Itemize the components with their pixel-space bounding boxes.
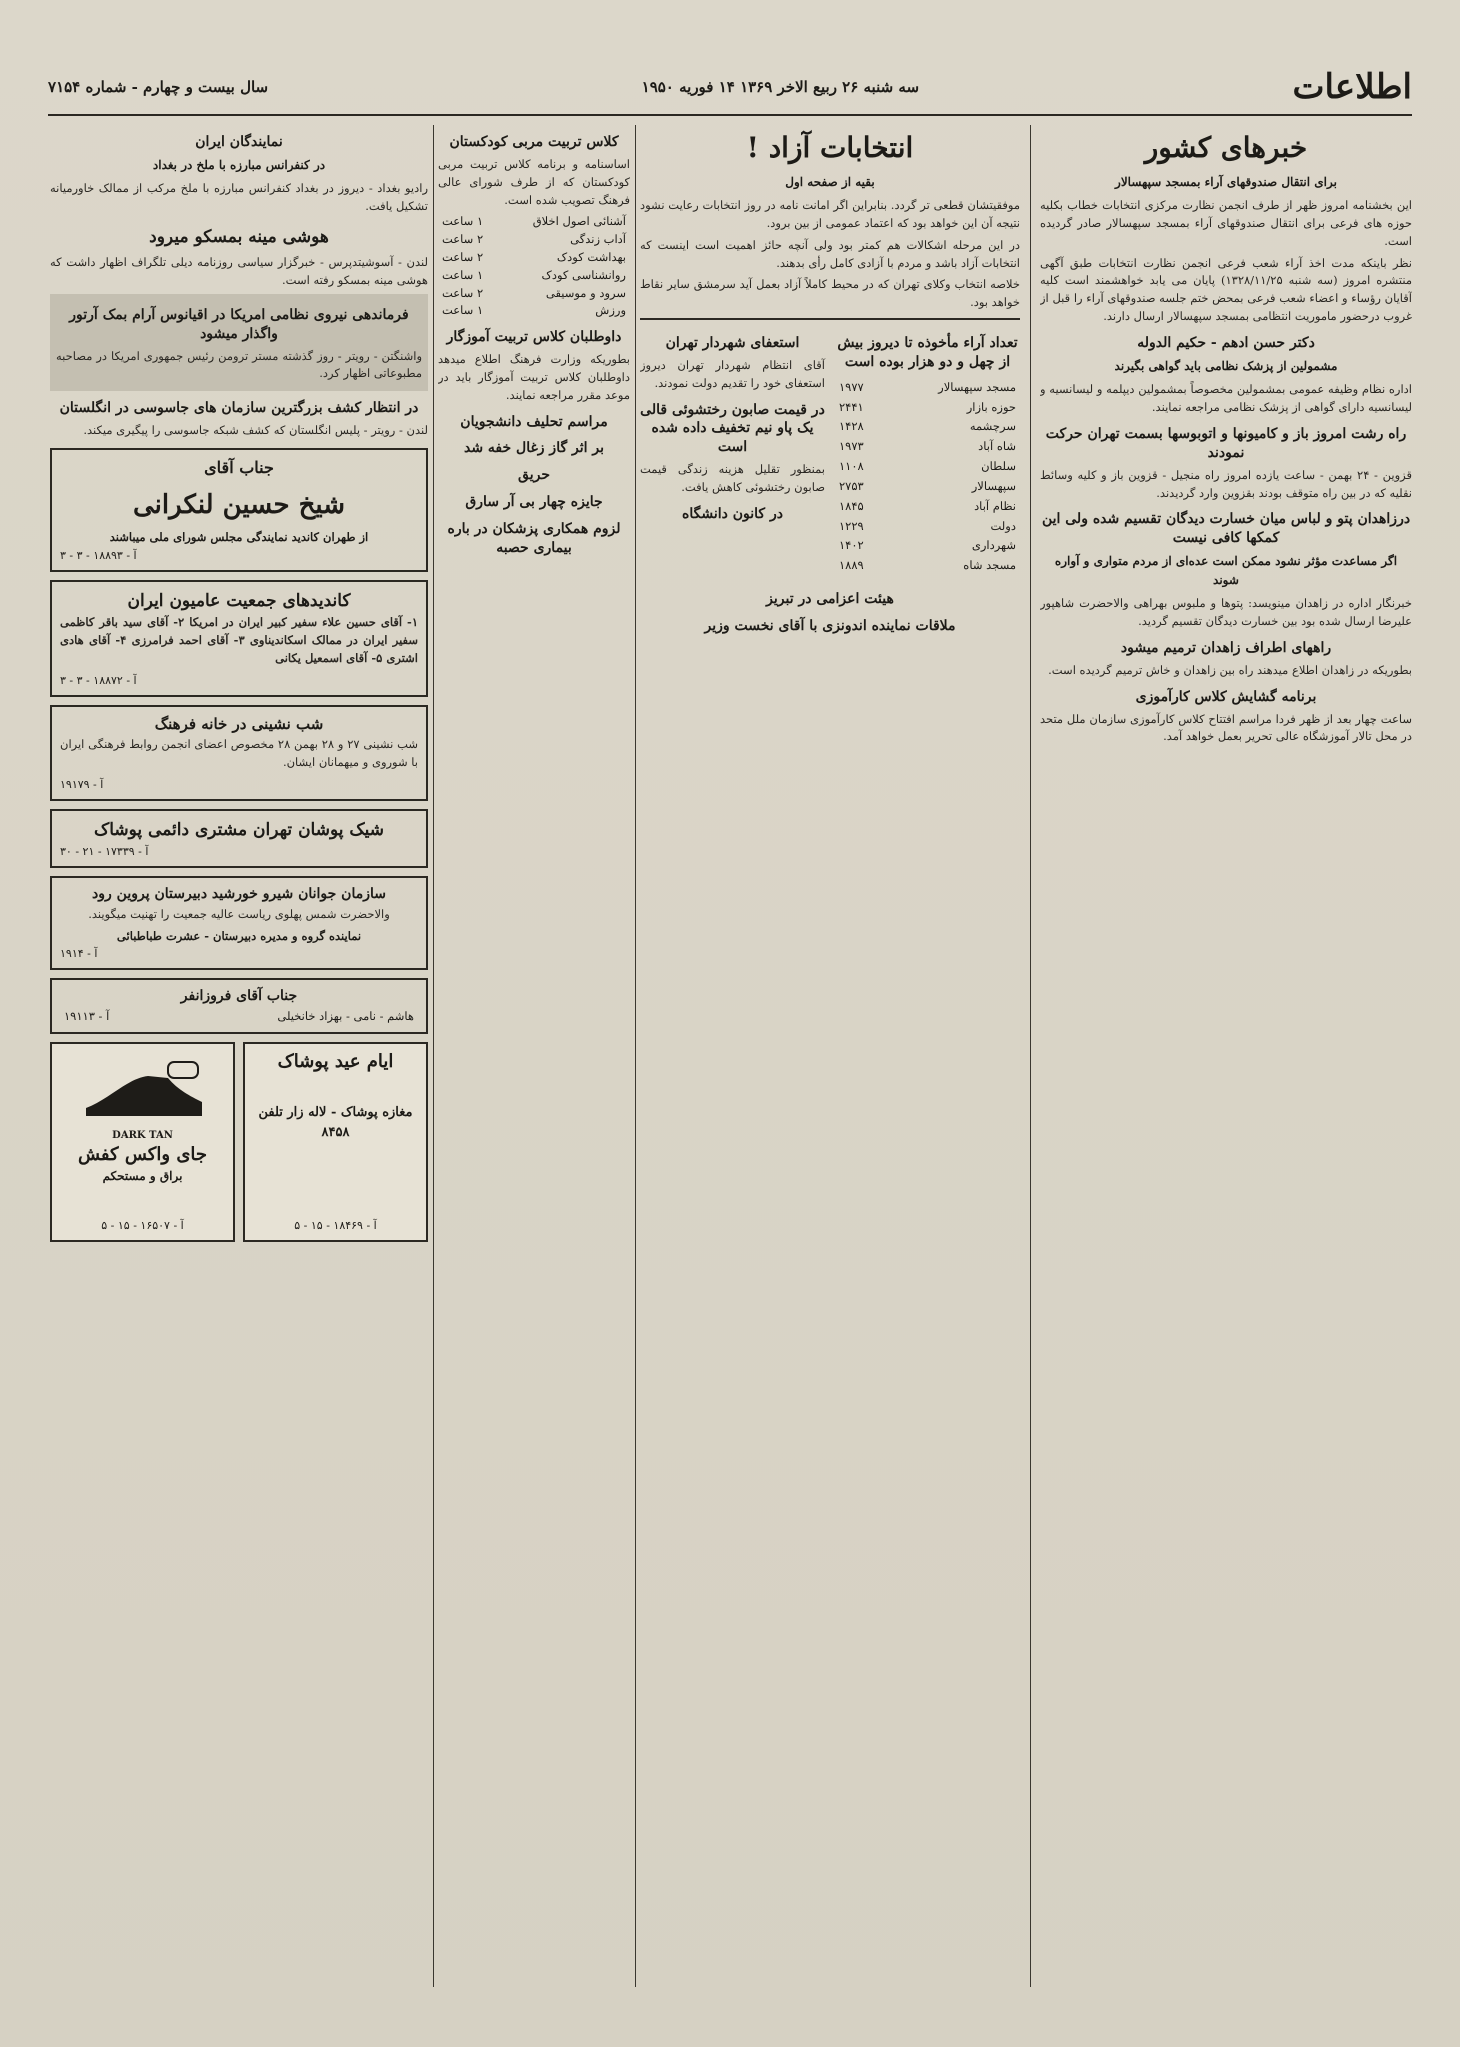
schedule-row	[438, 231, 630, 249]
party-title: کاندیدهای جمعیت عامیون ایران	[127, 590, 351, 611]
article-paragraph: بطوریکه وزارت فرهنگ اطلاع میدهد داوطلبان کلاس تربیت آموزگار باید در موعد مقرر مراجعه نمایند.	[438, 352, 630, 402]
vote-count-value: ۲۴۴۱	[839, 399, 864, 414]
org-text: والاحضرت شمس پهلوی ریاست عالیه جمعیت را تهنیت میگویند.	[88, 906, 390, 921]
schedule-hours: ۲ ساعت	[442, 249, 484, 264]
class-schedule	[438, 213, 630, 320]
schedule-row	[438, 249, 630, 267]
article-paragraph: ساعت چهار بعد از ظهر فردا مراسم افتتاح کلاس کارآموزی سازمان ملل متحد در محل تالار آموزشگاه عالی تحریر بعمل خواهد آمد.	[1040, 711, 1412, 744]
column-free-elections	[640, 125, 1020, 1987]
headline-university: در کانون دانشگاه	[682, 505, 783, 522]
masthead-date: سه شنبه ۲۶ ربیع الاخر ۱۳۶۹ ۱۴ فوریه ۱۹۵۰	[641, 78, 920, 96]
column-rule	[1030, 125, 1031, 1987]
schedule-hours: ۲ ساعت	[442, 285, 484, 300]
vote-count-row	[835, 398, 1020, 418]
vote-count-row	[835, 536, 1020, 556]
vote-count-value: ۱۱۰۸	[839, 459, 864, 474]
vote-count-label: سلطان	[981, 459, 1016, 474]
vote-count-label: نظام آباد	[974, 498, 1016, 513]
schedule-hours: ۲ ساعت	[442, 232, 484, 247]
continued-note: بقیه از صفحه اول	[785, 174, 875, 189]
schedule-subject: آداب زندگی	[570, 232, 626, 247]
article-paragraph: در این مرحله اشکالات هم کمتر بود ولی آنچه حائز اهمیت است اینست که انتخابات آزاد باشد و مردم با آزادی کامل رأی بدهند.	[640, 237, 1020, 270]
article-paragraph: بمنظور تقلیل هزینه زندگی قیمت صابون رختشوئی کاهش یافت.	[640, 462, 825, 495]
article-paragraph: واشنگتن - رویتر - روز گذشته مستر ترومن رئیس جمهوری امریکا در مصاحبه مطبوعاتی اظهار کرد.	[56, 348, 422, 381]
vote-count-row	[835, 457, 1020, 477]
column-rule	[433, 125, 434, 1987]
ad-culture-house	[50, 705, 428, 801]
vote-count-label: حوزه بازار	[966, 399, 1016, 414]
headline-mayor: استعفای شهردار تهران	[665, 335, 800, 352]
vote-count-label: شاه آباد	[978, 439, 1016, 454]
headline-doctor: دکتر حسن ادهم - حکیم الدوله	[1137, 334, 1315, 351]
schedule-hours: ۱ ساعت	[442, 267, 484, 282]
ad-candidate-lankarani	[50, 448, 428, 572]
headline-iran-reps: نمایندگان ایران	[195, 134, 283, 150]
schedule-hours: ۱ ساعت	[442, 214, 484, 229]
article-paragraph: لندن - آسوشیتدپرس - خبرگزار سیاسی روزنامه دیلی تلگراف اظهار داشت که هوشی مینه بمسکو رفته است.	[50, 255, 428, 288]
headline-typhoid: لزوم همکاری پزشکان در باره بیماری حصبه	[447, 521, 621, 556]
ad-code: آ - ۱۹۱۱۳	[64, 1009, 110, 1024]
schedule-subject: سرود و موسیقی	[545, 285, 626, 300]
ad-code: آ - ۱۷۳۳۹ - ۲۱ - ۳۰	[60, 844, 149, 858]
headline-zahedan-roads: راههای اطراف زاهدان ترمیم میشود	[1120, 639, 1332, 656]
culture-text: شب نشینی ۲۷ و ۲۸ بهمن ۲۸ مخصوص اعضای انجمن روابط فرهنگی ایران با شوروی و میهمانان ایشان.	[60, 736, 419, 769]
article-paragraph: قزوین - ۲۴ بهمن - ساعت یازده امروز راه منجیل - قزوین باز و کلیه وسائط نقلیه که در بین راه متوقف بودند بقزوین وارد گردیدند.	[1040, 467, 1412, 500]
ad-code: آ - ۱۸۴۶۹ - ۱۵ - ۵	[294, 1218, 377, 1232]
headline-students-oath: مراسم تحلیف دانشجویان	[460, 413, 608, 430]
schedule-row	[438, 302, 630, 320]
headline-kindergarten: کلاس تربیت مربی کودکستان	[449, 134, 619, 150]
headline-rasht-road: راه رشت امروز باز و کامیونها و اتوبوسها بسمت تهران حرکت نمودند	[1045, 425, 1407, 461]
vote-count-label: سپهسالار	[971, 478, 1016, 493]
subhead-ballot-boxes: برای انتقال صندوقهای آراء بمسجد سپهسالار	[1115, 174, 1337, 189]
schedule-subject: روانشناسی کودک	[541, 267, 626, 282]
subhead-doctor: مشمولین از پزشک نظامی باید گواهی بگیرند	[1114, 358, 1338, 373]
vote-count-value: ۱۹۷۷	[839, 379, 864, 394]
vote-count-table	[835, 378, 1020, 576]
candidate-name: شیخ حسین لنکرانی	[132, 489, 346, 520]
headline-prize: جایزه چهار بی آر سارق	[465, 494, 603, 511]
article-paragraph: بطوریکه در زاهدان اطلاع میدهند راه بین زاهدان و خاش ترمیم گردیده است.	[1048, 662, 1412, 677]
vote-count-row	[835, 378, 1020, 398]
vote-count-row	[835, 556, 1020, 576]
schedule-subject: ورزش	[595, 303, 626, 318]
article-paragraph: رادیو بغداد - دیروز در بغداد کنفرانس مبارزه با ملخ مرکب از ممالک خاورمیانه تشکیل یافت.	[50, 181, 428, 214]
headline-national-news: خبرهای کشور	[1144, 131, 1308, 164]
vote-count-row	[835, 437, 1020, 457]
headline-indonesia-visit: ملاقات نماینده اندونزی با آقای نخست وزیر	[704, 617, 956, 634]
shop-title: شیک پوشان تهران مشتری دائمی پوشاک	[93, 819, 385, 840]
headline-spy-ring: در انتظار کشف بزرگترین سازمان های جاسوسی در انگلستان	[59, 400, 419, 417]
lawyer-names-row	[60, 1008, 418, 1026]
ad-shoe-polish	[50, 1042, 235, 1242]
org-title: سازمان جوانان شیرو خورشید دبیرستان پروین رود	[92, 886, 386, 903]
vote-count-row	[835, 497, 1020, 517]
headline-ho-chi-minh: هوشی مینه بمسکو میرود	[149, 227, 329, 248]
article-paragraph: خلاصه انتخاب وکلای تهران که در محیط کاملاً آزاد بعمل آید سرمشق سایر نقاط خواهد بود.	[640, 277, 1020, 310]
divider	[640, 318, 1020, 320]
lawyer-title: جناب آقای فروزانفر	[180, 988, 298, 1005]
article-paragraph: نظر باینکه مدت اخذ آراء شعب فرعی انجمن نظارت انتخابات طبق آگهی منتشره امروز (سه شنبه ۱۳۲۸/۱۱/۲۵) پایان می یابد خواهشمند است کلیه آقایان رؤساء و اعضاء شعب فرعی بمحض ختم جلسه صندوقهای آراء را قبل از غروب درحضور ماموریت انتظامی بمسجد سپهسالار ارسال دارند.	[1040, 255, 1412, 324]
vote-count-label: سرچشمه	[969, 419, 1016, 434]
article-paragraph: اساسنامه و برنامه کلاس تربیت مربی کودکستان که از طرف شورای عالی فرهنگ تصویب شده است.	[438, 156, 630, 207]
headline-fire: حریق	[518, 467, 550, 484]
headline-training-class: برنامه گشایش کلاس کارآموزی	[1135, 688, 1317, 705]
column-rule	[635, 125, 636, 1987]
vote-count-value: ۲۷۵۳	[839, 478, 864, 493]
org-sign: نماینده گروه و مدیره دبیرستان - عشرت طباطبائی	[116, 928, 362, 943]
schedule-row	[438, 267, 630, 285]
schedule-hours: ۱ ساعت	[442, 303, 484, 318]
vote-count-row	[835, 477, 1020, 497]
schedule-subject: بهداشت کودک	[556, 249, 626, 264]
ad-clothing-shop	[50, 809, 428, 868]
headline-macarthur: فرماندهی نیروی نظامی امریکا در اقیانوس آرام بمک آرتور واگذار میشود	[69, 306, 409, 342]
schedule-row	[438, 285, 630, 303]
culture-title: شب نشینی در خانه فرهنگ	[154, 714, 324, 733]
headline-teachers: داوطلبان کلاس تربیت آموزگار	[446, 329, 622, 346]
vote-count-value: ۱۲۲۹	[839, 518, 864, 533]
headline-free-elections: انتخابات آزاد !	[746, 131, 914, 164]
brand-label: DARK TAN	[112, 1129, 173, 1141]
masthead	[48, 60, 1412, 116]
schedule-subject: آشنائی اصول اخلاق	[532, 214, 626, 229]
subhead-iran-reps: در کنفرانس مبارزه با ملخ در بغداد	[152, 157, 326, 172]
ad-lawyer	[50, 978, 428, 1034]
vote-count-value: ۱۹۷۳	[839, 439, 864, 454]
vote-count-value: ۱۸۴۵	[839, 498, 864, 513]
ad-code: آ - ۱۹۱۴	[60, 947, 98, 961]
vote-count-section	[835, 326, 1020, 582]
vote-count-row	[835, 417, 1020, 437]
headline-coal-gas: بر اثر گاز زغال خفه شد	[463, 440, 605, 457]
vote-count-row	[835, 517, 1020, 537]
ad-party-candidates	[50, 580, 428, 697]
ad-title: جای واکس کفش	[77, 1144, 208, 1166]
ad-title: ایام عید پوشاک	[277, 1050, 394, 1072]
candidate-sub: از طهران کاندید نمایندگی مجلس شورای ملی میباشند	[109, 530, 369, 545]
article-paragraph: آقای انتظام شهردار تهران دیروز استعفای خود را تقدیم دولت نمودند.	[640, 357, 825, 390]
subhead-zahedan: اگر مساعدت مؤثر نشود ممکن است عده‌ای از مردم متواری و آواره شوند	[1054, 554, 1398, 587]
column-world-and-ads	[50, 125, 428, 1987]
ad-code: آ - ۱۸۸۹۳ - ۳ - ۳	[60, 548, 137, 562]
vote-count-value: ۱۸۸۹	[839, 558, 864, 573]
headline-zahedan: درزاهدان پتو و لباس میان خسارت دیدگان تقسیم شده ولی این کمکها کافی نیست	[1041, 511, 1411, 547]
ad-label: جناب آقای	[204, 457, 274, 477]
article-paragraph: اداره نظام وظیفه عمومی بمشمولین مخصوصاً بمشمولین دیپلمه و لیسانسیه و لیسانسیه دارای گواهی از پزشک نظامی مراجعه نمایند.	[1040, 382, 1412, 415]
column-education	[438, 125, 630, 1987]
party-list: ۱- آقای حسین علاء سفیر کبیر ایران در امریکا ۲- آقای سید باقر کاظمی سفیر ایران در ممالک اسکاندیناوی ۳- آقای احمد فرامرزی ۴- آقای هادی اشتری ۵- آقای اسمعیل یکانی	[60, 615, 418, 665]
article-paragraph: لندن - رویتر - پلیس انگلستان که کشف شبکه جاسوسی را پیگیری میکند.	[83, 423, 428, 438]
vote-count-value: ۱۴۲۸	[839, 419, 864, 434]
headline-vote-count: تعداد آراء مأخوذه تا دیروز بیش از چهل و دو هزار بوده است	[837, 335, 1018, 370]
vote-count-label: شهرداری	[971, 538, 1016, 553]
vote-count-value: ۱۴۰۲	[839, 538, 864, 553]
lawyer-names: هاشم - نامی - بهزاد خانخیلی	[277, 1009, 414, 1024]
ad-row-bottom	[50, 1042, 428, 1242]
headline-soap: در قیمت صابون رختشوئی قالی یک پاو نیم تخفیف داده شده است	[640, 401, 825, 456]
masthead-brand: اطلاعات	[1292, 67, 1412, 107]
ad-clothing-eid	[243, 1042, 428, 1242]
mayor-section	[640, 326, 825, 582]
ad-code: آ - ۱۸۸۷۲ - ۳ - ۳	[60, 673, 137, 687]
vote-count-label: مسجد شاه	[963, 558, 1016, 573]
ad-code: آ - ۱۹۱۷۹	[60, 777, 104, 791]
shaded-box-commander	[50, 294, 428, 391]
headline-tabriz-board: هیئت اعزامی در تبریز	[766, 590, 894, 607]
column-national-news	[1040, 125, 1412, 1987]
ad-subtitle: براق و مستحکم	[102, 1168, 183, 1183]
ad-organization	[50, 876, 428, 970]
article-paragraph: خبرنگار اداره در زاهدان مینویسد: پتوها و ملبوس بهراهی والاحضرت شاهپور علیرضا ارسال شده بود بین خسارت دیدگان تقسیم گردید.	[1040, 596, 1412, 629]
shoe-icon	[78, 1058, 208, 1128]
schedule-row	[438, 213, 630, 231]
vote-count-label: مسجد سپهسالار	[938, 379, 1016, 394]
article-paragraph: موفقیتشان قطعی تر گردد. بنابراین اگر امانت نامه در روز انتخابات رعایت نشود نتیجه آن این خواهد بود که اعتماد عمومی از بین برود.	[640, 198, 1020, 230]
ad-code: آ - ۱۶۵۰۷ - ۱۵ - ۵	[101, 1218, 184, 1232]
ad-subtitle: مغازه پوشاک - لاله زار تلفن ۸۴۵۸	[258, 1105, 413, 1141]
masthead-issue: سال بیست و چهارم - شماره ۷۱۵۴	[48, 78, 269, 96]
vote-count-label: دولت	[990, 518, 1016, 533]
article-paragraph: این بخشنامه امروز ظهر از طرف انجمن نظارت مرکزی انتخابات خطاب بکلیه حوزه های فرعی برای انتقال صندوقهای آراء بمسجد سپهسالار صادر گردیده است.	[1040, 198, 1412, 248]
